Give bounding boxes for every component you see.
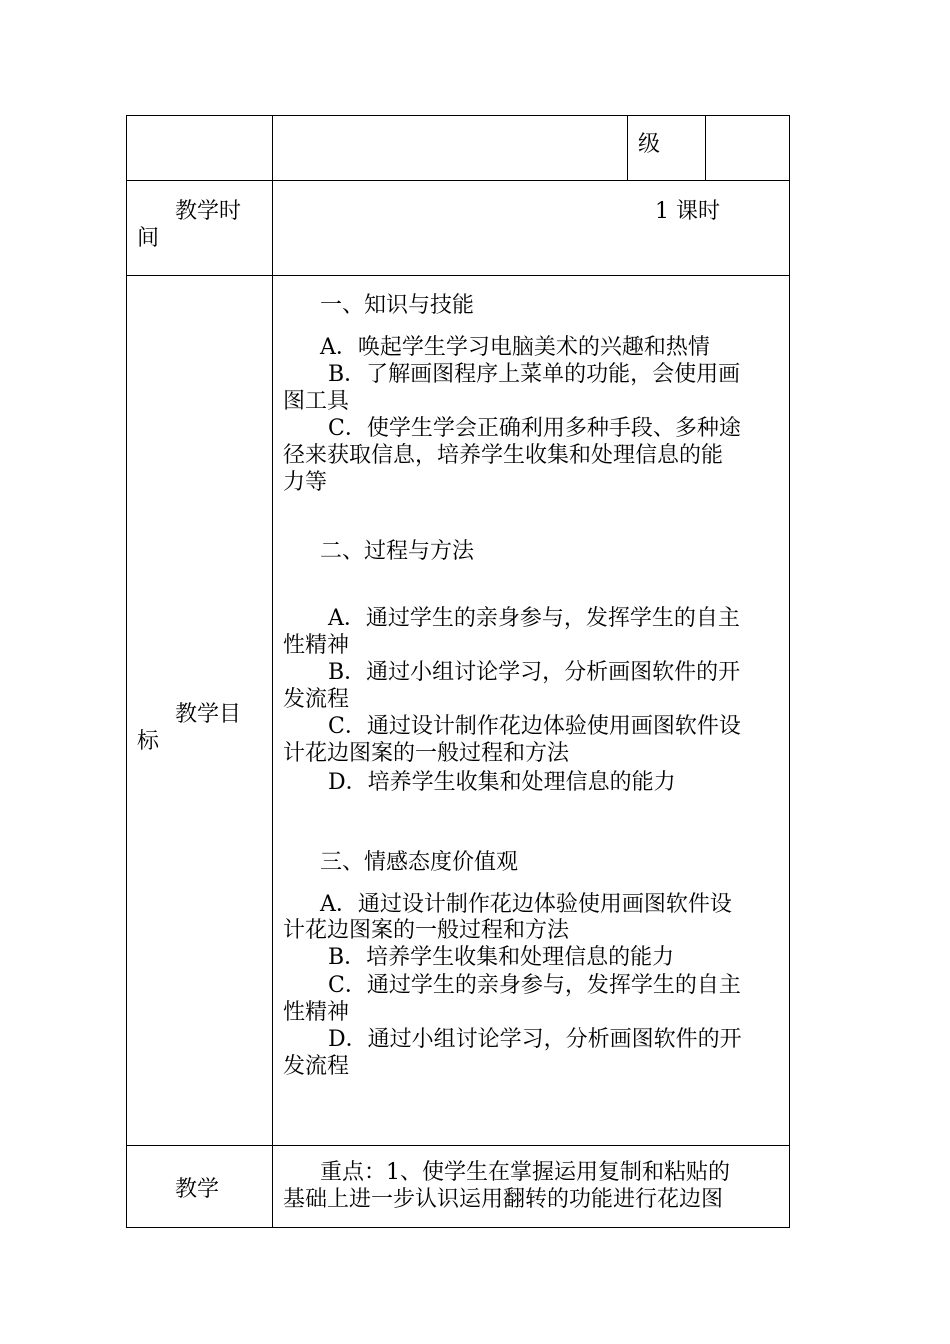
goal-line: 力等 [283, 470, 328, 495]
column-divider [272, 115, 273, 1228]
goal-line: 性精神 [283, 1000, 350, 1025]
grade-cell-left-border [627, 115, 628, 181]
section-heading-attitude: 三、情感态度价值观 [320, 850, 519, 875]
section-heading-knowledge: 一、知识与技能 [320, 293, 475, 318]
table-border-left [126, 115, 127, 1228]
teaching-goal-label-line1: 教学目 [175, 702, 242, 727]
goal-line: C．通过设计制作花边体验使用画图软件设 [328, 714, 741, 739]
goal-line: 性精神 [283, 633, 350, 658]
row-divider-3 [126, 1145, 790, 1146]
goal-line: B．通过小组讨论学习，分析画图软件的开 [328, 660, 741, 685]
goal-line: C．通过学生的亲身参与，发挥学生的自主 [328, 973, 741, 998]
teaching-focus-label: 教学 [175, 1177, 220, 1202]
focus-line: 重点：1、使学生在掌握运用复制和粘贴的 [320, 1160, 730, 1185]
goal-line: 径来获取信息，培养学生收集和处理信息的能 [283, 443, 724, 468]
goal-line: B．了解画图程序上菜单的功能，会使用画 [328, 362, 741, 387]
goal-line: 计花边图案的一般过程和方法 [283, 741, 570, 766]
focus-line: 基础上进一步认识运用翻转的功能进行花边图 [283, 1187, 724, 1212]
goal-line: D．培养学生收集和处理信息的能力 [328, 770, 676, 795]
goal-line: D．通过小组讨论学习，分析画图软件的开 [328, 1027, 742, 1052]
goal-line: A．通过学生的亲身参与，发挥学生的自主 [328, 606, 740, 631]
table-border-right [789, 115, 790, 1228]
table-border-bottom [126, 1227, 790, 1228]
teaching-time-label-line1: 教学时 [175, 199, 242, 224]
teaching-time-label-line2: 间 [137, 226, 160, 251]
table-border-top [126, 115, 790, 116]
goal-line: 发流程 [283, 687, 350, 712]
goal-line: 发流程 [283, 1054, 350, 1079]
row-divider-2 [126, 275, 790, 276]
goal-line: B．培养学生收集和处理信息的能力 [328, 945, 675, 970]
teaching-goal-label-line2: 标 [137, 729, 160, 754]
goal-line: C．使学生学会正确利用多种手段、多种途 [328, 416, 741, 441]
row-divider-1 [126, 180, 790, 181]
goal-line: A．通过设计制作花边体验使用画图软件设 [320, 892, 732, 917]
goal-line: A．唤起学生学习电脑美术的兴趣和热情 [320, 335, 710, 360]
teaching-time-value: 1 课时 [655, 199, 720, 224]
section-heading-process: 二、过程与方法 [320, 539, 475, 564]
goal-line: 计花边图案的一般过程和方法 [283, 918, 570, 943]
grade-label: 级 [638, 132, 661, 157]
goal-line: 图工具 [283, 389, 350, 414]
grade-cell-right-border [705, 115, 706, 181]
